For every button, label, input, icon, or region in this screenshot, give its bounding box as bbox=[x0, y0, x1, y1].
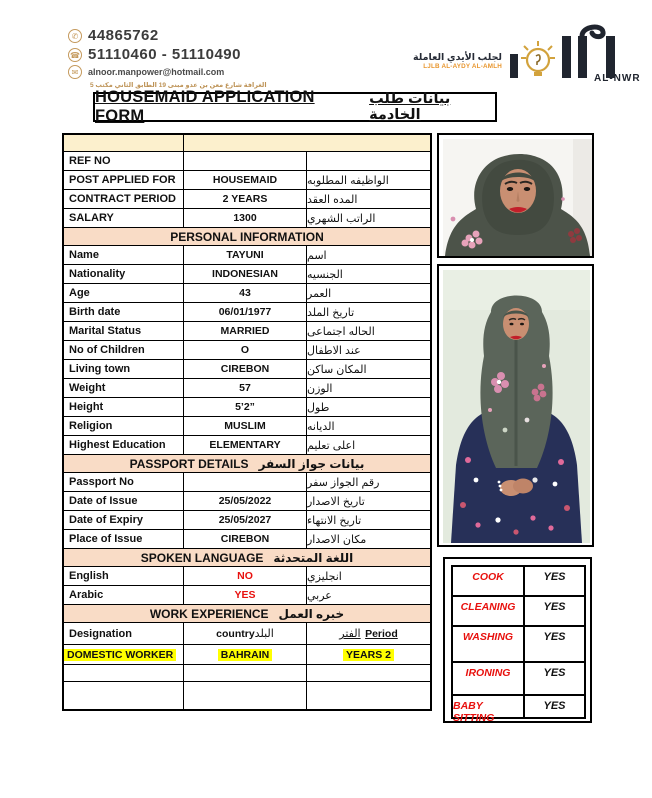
section-header-label: PERSONAL INFORMATION bbox=[64, 228, 430, 245]
section-header-personal-information bbox=[64, 228, 430, 246]
skill-name: WASHING bbox=[453, 627, 525, 661]
field-label-arabic: الواظيفه المطلوبه bbox=[307, 174, 389, 187]
contact-email-line bbox=[68, 65, 267, 79]
we-country-header: country البلد bbox=[184, 623, 307, 644]
field-label-arabic: عربي bbox=[307, 589, 332, 602]
skill-row-baby-sitting bbox=[453, 696, 584, 724]
section-header-spoken-language bbox=[64, 549, 430, 567]
contact-email: alnoor.manpower@hotmail.com bbox=[88, 67, 225, 77]
work-experience-header-row bbox=[64, 623, 430, 645]
field-label-arabic: رقم الجواز سفر bbox=[307, 476, 380, 489]
field-value: CIREBON bbox=[184, 530, 307, 548]
field-label: Age bbox=[64, 284, 184, 302]
we-designation-value bbox=[64, 665, 184, 681]
field-label: No of Children bbox=[64, 341, 184, 359]
skill-name: IRONING bbox=[453, 663, 525, 694]
form-row-salary bbox=[64, 209, 430, 228]
field-label: Name bbox=[64, 246, 184, 264]
field-label: Weight bbox=[64, 379, 184, 397]
field-label: Living town bbox=[64, 360, 184, 378]
section-header-label: SPOKEN LANGUAGE اللغة المتحدثة bbox=[64, 549, 430, 566]
form-row-header-blank bbox=[64, 135, 430, 152]
form-row-highest-education bbox=[64, 436, 430, 455]
skill-value: YES bbox=[543, 700, 566, 712]
skills-panel bbox=[443, 557, 592, 723]
field-label: Arabic bbox=[64, 586, 184, 604]
field-value bbox=[184, 152, 307, 170]
work-experience-row bbox=[64, 645, 430, 665]
mobile-icon: ☎ bbox=[68, 48, 82, 62]
section-header-label: PASSPORT DETAILS بيانات جواز السفر bbox=[64, 455, 430, 472]
skills-table bbox=[451, 565, 586, 724]
form-row-weight bbox=[64, 379, 430, 398]
field-label-arabic: اعلى تعليم bbox=[307, 439, 356, 452]
form-row-date-of-expiry bbox=[64, 511, 430, 530]
field-label-arabic: اسم bbox=[307, 249, 327, 262]
form-row-passport-no bbox=[64, 473, 430, 492]
skill-row-washing bbox=[453, 627, 584, 663]
company-logo bbox=[406, 24, 646, 86]
contact-address-ar: الغرافة شارع معن بن عدو مبنى 19 الطابق الثاني مكتب 5 bbox=[90, 82, 267, 89]
contact-phone: 44865762 bbox=[88, 27, 159, 44]
phone-icon: ✆ bbox=[68, 29, 82, 43]
form-row-ref-no bbox=[64, 152, 430, 171]
field-label-arabic: طول bbox=[307, 401, 330, 414]
field-value bbox=[184, 473, 307, 491]
applicant-half-body-photo bbox=[437, 264, 594, 547]
field-value: MUSLIM bbox=[184, 417, 307, 435]
alnwr-logo-icon bbox=[506, 24, 646, 89]
form-row-post-applied-for bbox=[64, 171, 430, 190]
field-value: 1300 bbox=[184, 209, 307, 227]
logo-tagline-english: LJLB AL-AYDY AL-AMLH bbox=[423, 63, 502, 70]
field-value: 06/01/1977 bbox=[184, 303, 307, 321]
field-label-arabic: المكان ساكن bbox=[307, 363, 367, 376]
logo-name-en: AL-NWR bbox=[594, 73, 641, 84]
skill-row-cook bbox=[453, 567, 584, 597]
contact-mobile-line bbox=[68, 46, 267, 63]
form-row-height bbox=[64, 398, 430, 417]
form-title-box bbox=[93, 88, 497, 125]
skill-value: YES bbox=[543, 601, 566, 613]
we-designation-value: DOMESTIC WORKER bbox=[64, 645, 184, 664]
skill-row-cleaning bbox=[453, 597, 584, 627]
field-value: 25/05/2022 bbox=[184, 492, 307, 510]
work-experience-row bbox=[64, 665, 430, 682]
field-label-arabic: تاريخ الانتهاء bbox=[307, 514, 362, 527]
field-label: Birth date bbox=[64, 303, 184, 321]
field-label-arabic bbox=[307, 152, 430, 170]
contact-phone-line bbox=[68, 27, 267, 44]
we-period-value: 2 YEARS bbox=[307, 645, 430, 664]
form-title-english: HOUSEMAID APPLICATION FORM bbox=[95, 88, 315, 125]
contact-mobile: 51110460 - 51110490 bbox=[88, 46, 241, 63]
field-label-arabic: الراتب الشهري bbox=[307, 212, 376, 225]
field-label: SALARY bbox=[64, 209, 184, 227]
blank-header-cell bbox=[64, 135, 184, 151]
section-header-passport-details bbox=[64, 455, 430, 473]
field-label: Height bbox=[64, 398, 184, 416]
field-value: 43 bbox=[184, 284, 307, 302]
field-label: English bbox=[64, 567, 184, 585]
field-label: Date of Issue bbox=[64, 492, 184, 510]
form-row-contract-period bbox=[64, 190, 430, 209]
form-row-living-town bbox=[64, 360, 430, 379]
form-row-birth-date bbox=[64, 303, 430, 322]
form-row-no-of-children bbox=[64, 341, 430, 360]
field-label: Place of Issue bbox=[64, 530, 184, 548]
field-label-arabic: الجنسيه bbox=[307, 268, 343, 281]
form-row-place-of-issue bbox=[64, 530, 430, 549]
form-row-religion bbox=[64, 417, 430, 436]
work-experience-row bbox=[64, 682, 430, 709]
we-country-value bbox=[184, 682, 307, 709]
field-label: REF NO bbox=[64, 152, 184, 170]
field-label: Date of Expiry bbox=[64, 511, 184, 529]
we-period-value bbox=[307, 665, 430, 681]
form-title-arabic: بيانات طلب الخادمة bbox=[369, 91, 451, 123]
skill-value: YES bbox=[543, 667, 566, 679]
we-designation-value bbox=[64, 682, 184, 709]
field-value: CIREBON bbox=[184, 360, 307, 378]
field-label-arabic: عند الاطفال bbox=[307, 344, 361, 357]
field-label-arabic: المده العقد bbox=[307, 193, 358, 206]
skill-name: CLEANING bbox=[453, 597, 525, 625]
field-value: NO bbox=[184, 567, 307, 585]
blank-header-cell bbox=[184, 135, 430, 151]
field-value: 57 bbox=[184, 379, 307, 397]
application-form-table bbox=[62, 133, 432, 711]
we-designation-header: Designation bbox=[64, 623, 184, 644]
logo-tagline-arabic: لجلب الأيدي العاملة bbox=[413, 52, 502, 63]
field-value: HOUSEMAID bbox=[184, 171, 307, 189]
contact-block bbox=[68, 27, 267, 89]
form-row-arabic bbox=[64, 586, 430, 605]
email-icon: ✉ bbox=[68, 65, 82, 79]
we-country-value bbox=[184, 665, 307, 681]
logo-tagline bbox=[406, 52, 502, 70]
field-value: INDONESIAN bbox=[184, 265, 307, 283]
field-value: TAYUNI bbox=[184, 246, 307, 264]
skill-name: COOK bbox=[453, 567, 525, 595]
field-label-arabic: تاريخ الاصدار bbox=[307, 495, 365, 508]
field-value: 25/05/2027 bbox=[184, 511, 307, 529]
field-label: POST APPLIED FOR bbox=[64, 171, 184, 189]
field-label-arabic: العمر bbox=[307, 287, 332, 300]
field-value: 5’2” bbox=[184, 398, 307, 416]
skill-value: YES bbox=[543, 631, 566, 643]
we-period-header: Period الفتر bbox=[339, 627, 398, 640]
applicant-headshot-photo bbox=[437, 133, 594, 258]
field-label: CONTRACT PERIOD bbox=[64, 190, 184, 208]
field-label: Marital Status bbox=[64, 322, 184, 340]
field-label: Passport No bbox=[64, 473, 184, 491]
we-country-value: BAHRAIN bbox=[184, 645, 307, 664]
field-value: MARRIED bbox=[184, 322, 307, 340]
form-row-english bbox=[64, 567, 430, 586]
field-label: Nationality bbox=[64, 265, 184, 283]
skill-value: YES bbox=[543, 571, 566, 583]
field-label-arabic: انجليزي bbox=[307, 570, 342, 583]
field-label-arabic: تاريخ الملد bbox=[307, 306, 355, 319]
field-label-arabic: مكان الاصدار bbox=[307, 533, 367, 546]
field-value: YES bbox=[184, 586, 307, 604]
field-label-arabic: الديانه bbox=[307, 420, 335, 433]
form-row-age bbox=[64, 284, 430, 303]
field-value: ELEMENTARY bbox=[184, 436, 307, 454]
field-value: O bbox=[184, 341, 307, 359]
section-header-work-experience bbox=[64, 605, 430, 623]
form-row-date-of-issue bbox=[64, 492, 430, 511]
we-period-value bbox=[307, 682, 430, 709]
field-label: Religion bbox=[64, 417, 184, 435]
skill-name: BABY SITTING bbox=[453, 696, 525, 717]
form-row-nationality bbox=[64, 265, 430, 284]
form-row-name bbox=[64, 246, 430, 265]
field-label-arabic: الوزن bbox=[307, 382, 333, 395]
field-label: Highest Education bbox=[64, 436, 184, 454]
field-label-arabic: الحاله اجتماعى bbox=[307, 325, 375, 338]
field-value: 2 YEARS bbox=[184, 190, 307, 208]
section-header-label: WORK EXPERIENCE خبره العمل bbox=[64, 605, 430, 622]
form-row-marital-status bbox=[64, 322, 430, 341]
skill-row-ironing bbox=[453, 663, 584, 696]
